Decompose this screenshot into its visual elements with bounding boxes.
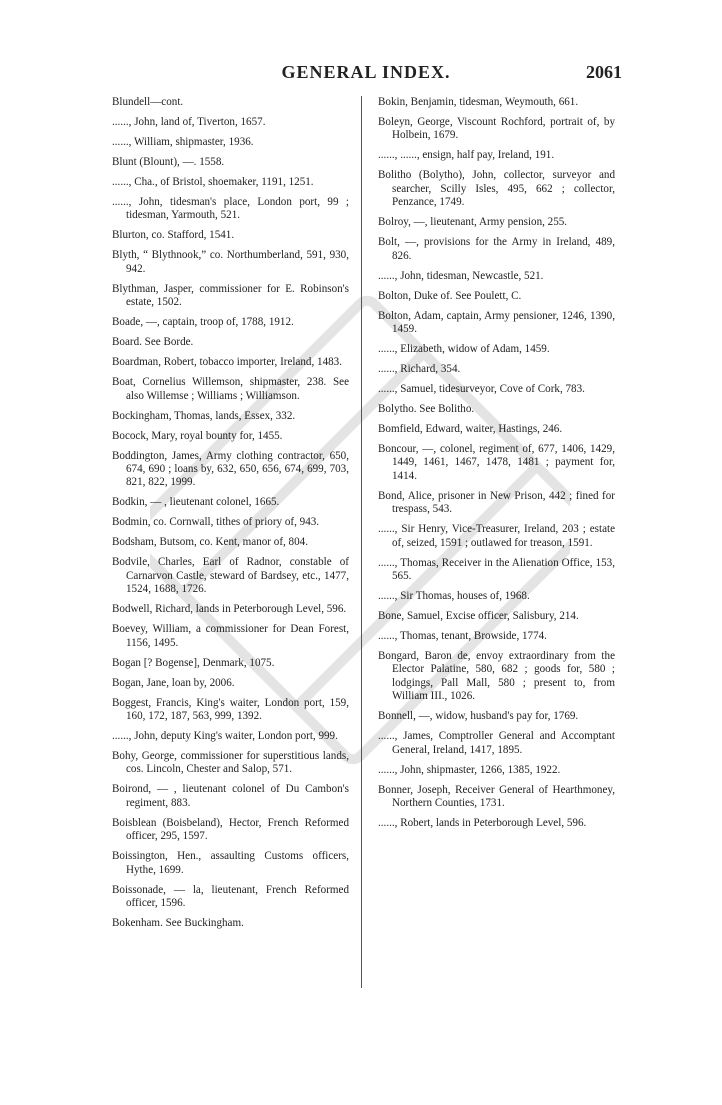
index-entry: Boevey, William, a commissioner for Dean Forest, 1156, 1495. [112,623,349,649]
index-entry: ......, Elizabeth, widow of Adam, 1459. [378,343,550,356]
index-entry: Boisblean (Boisbeland), Hector, French Reformed officer, 295, 1597. [112,816,349,843]
index-entry: Bolton, Duke of. See Poulett, C. [378,289,522,302]
index-entry: ......, John, shipmaster, 1266, 1385, 1922. [378,763,561,776]
index-entry: ......, James, Comptroller General and Accomptant General, Ireland, 1417, 1895. [378,730,615,756]
index-entry: Bockingham, Thomas, lands, Essex, 332. [112,409,296,422]
index-entry: Bodkin, — , lieutenant colonel, 1665. [112,496,280,509]
index-entry: ......, John, tidesman's place, London port, 99 ; tidesman, Yarmouth, 521. [112,196,349,222]
index-entry: Blurton, co. Stafford, 1541. [112,229,235,242]
index-entry: Bone, Samuel, Excise officer, Salisbury, 214. [378,610,579,623]
index-entry: Bocock, Mary, royal bounty for, 1455. [112,429,283,442]
index-entry: Boardman, Robert, tobacco importer, Ireland, 1483. [112,356,342,369]
index-entry: Bodvile, Charles, Earl of Radnor, constable of Carnarvon Castle, steward of Bardsey, etc., 1477, 1524, 1688, 1726. [112,556,349,596]
index-entry: Bodwell, Richard, lands in Peterborough Level, 596. [112,603,347,616]
index-entry: Boissington, Hen., assaulting Customs officers, Hythe, 1699. [112,850,349,876]
index-entry: Bolroy, —, lieutenant, Army pension, 255. [378,216,568,229]
index-entry: Bomfield, Edward, waiter, Hastings, 246. [378,423,563,436]
index-entry: Boade, —, captain, troop of, 1788, 1912. [112,316,294,329]
index-entry: Blunt (Blount), —. 1558. [112,156,225,168]
index-entry: Bogan, Jane, loan by, 2006. [112,676,235,689]
index-entry: Bohy, George, commissioner for superstitious lands, cos. Lincoln, Chester and Salop, 571. [112,750,349,776]
index-entry: Bonner, Joseph, Receiver General of Hearthmoney, Northern Counties, 1731. [378,783,615,810]
page-title: GENERAL INDEX. [281,62,451,82]
index-entry: Bonnell, —, widow, husband's pay for, 1769. [378,710,579,723]
index-entry: Bokin, Benjamin, tidesman, Weymouth, 661. [378,96,579,108]
index-entry: Boat, Cornelius Willemson, shipmaster, 238. See also Willemse ; Williams ; Williamson. [112,376,349,402]
index-entry: ......, Sir Thomas, houses of, 1968. [378,590,530,603]
index-entry: Bolt, —, provisions for the Army in Ireland, 489, 826. [378,236,615,262]
index-entry: ......, John, land of, Tiverton, 1657. [112,116,266,128]
index-entry: Boncour, —, colonel, regiment of, 677, 1406, 1429, 1449, 1461, 1467, 1478, 1481 ; payment for, 1414. [378,443,615,482]
index-entry: Bokenham. See Buckingham. [112,917,244,930]
index-entry: ......, Robert, lands in Peterborough Level, 596. [378,817,587,830]
index-entry: ......, Richard, 354. [378,363,461,376]
index-entry: Bogan [? Bogense], Denmark, 1075. [112,656,275,669]
index-entry: Boleyn, George, Viscount Rochford, portrait of, by Holbein, 1679. [378,116,615,142]
index-entry: Blundell—cont. [112,96,184,108]
index-entry: ......, Sir Henry, Vice-Treasurer, Ireland, 203 ; estate of, seized, 1591 ; outlawed for treason, 1591. [378,523,615,549]
page-number: 2061 [586,62,622,82]
index-entry: Bodsham, Butsom, co. Kent, manor of, 804. [112,536,308,549]
index-entry: Bolitho (Bolytho), John, collector, surveyor and searcher, Scilly Isles, 495, 662 ; collector, Penzance, 1749. [378,169,615,209]
index-entry: ......, Cha., of Bristol, shoemaker, 1191, 1251. [112,176,314,188]
index-entry: ......, Thomas, tenant, Browside, 1774. [378,630,547,643]
index-entry: ......, John, deputy King's waiter, London port, 999. [112,730,338,743]
index-entry: Board. See Borde. [112,336,194,349]
index-entry: Boggest, Francis, King's waiter, London port, 159, 160, 172, 187, 563, 999, 1392. [112,696,349,723]
index-entry: Boddington, James, Army clothing contractor, 650, 674, 690 ; loans by, 632, 650, 656, 674, 699, 703, 821, 822, 1999. [112,449,349,489]
index-entry: Boirond, — , lieutenant colonel of Du Cambon's regiment, 883. [112,783,349,809]
right-index-column [378,96,615,837]
index-entry: Bolton, Adam, captain, Army pensioner, 1246, 1390, 1459. [378,309,615,336]
column-divider [361,96,362,988]
index-entry: ......, William, shipmaster, 1936. [112,136,254,148]
page-header [110,62,622,88]
index-entry: Bodmin, co. Cornwall, tithes of priory of, 943. [112,516,320,529]
index-entry: Blythman, Jasper, commissioner for E. Robinson's estate, 1502. [112,282,349,309]
index-entry: ......, ......, ensign, half pay, Ireland, 191. [378,149,555,162]
index-entry: ......, John, tidesman, Newcastle, 521. [378,269,544,282]
index-entry: Blyth, “ Blythnook,” co. Northumberland, 591, 930, 942. [112,249,349,275]
index-entry: Bongard, Baron de, envoy extraordinary from the Elector Palatine, 580, 682 ; goods for, 580 ; lodgings, Pall Mall, 580 ; present to, from William III., 1026. [378,650,615,703]
index-entry: Bond, Alice, prisoner in New Prison, 442 ; fined for trespass, 543. [378,489,615,516]
index-entry: ......, Thomas, Receiver in the Alienation Office, 153, 565. [378,556,615,583]
index-entry: Bolytho. See Bolitho. [378,403,475,416]
left-index-column [112,96,349,937]
index-entry: Boissonade, — la, lieutenant, French Reformed officer, 1596. [112,883,349,910]
index-entry: ......, Samuel, tidesurveyor, Cove of Cork, 783. [378,383,585,396]
